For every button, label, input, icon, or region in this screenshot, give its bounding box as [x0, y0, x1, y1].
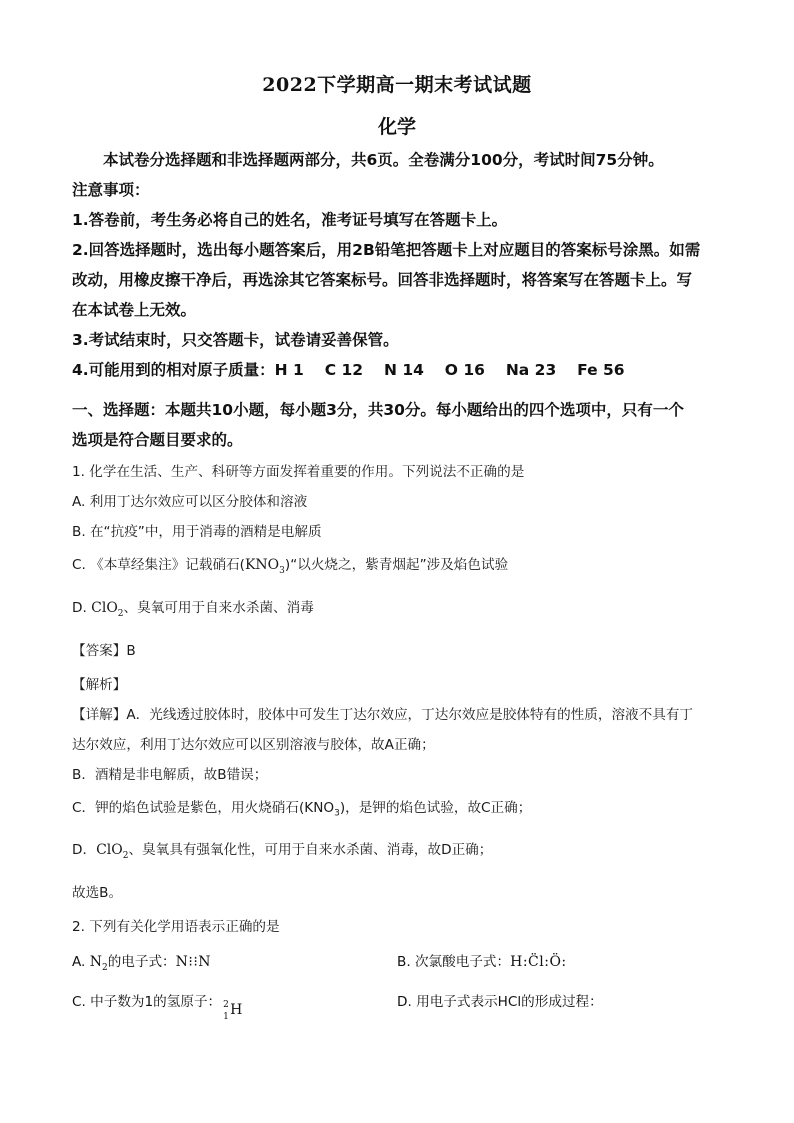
notes-heading: 注意事项： — [72, 181, 150, 199]
n2-formula: $N_2$ — [89, 954, 108, 973]
section-line-1: 一、选择题：本题共10小题，每小题3分，共30分。每小题给出的四个选项中，只有一个 — [72, 401, 684, 419]
kno3-formula: $KNO_3$ — [244, 557, 285, 576]
q1-option-c-pre: C. 《本草经集注》记载硝石( — [72, 557, 245, 573]
section-heading — [72, 395, 728, 455]
q1-answer — [72, 633, 728, 670]
q1-stem: 1. 化学在生活、生产、科研等方面发挥着重要的作用。下列说法不正确的是 — [72, 464, 525, 480]
q1-option-c — [72, 547, 728, 590]
questions-area — [72, 457, 728, 1022]
hydrogen-nuclide: 2 1 H — [223, 1000, 243, 1023]
q2-option-b: B. 次氯酸电子式：H:C̈l:Ö: — [397, 954, 567, 971]
q2-options-row-2 — [72, 982, 728, 1022]
detail-tag: 【详解】 — [72, 706, 127, 723]
note-item-1: 1.答卷前，考生务必将自己的姓名，准考证号填写在答题卡上。 — [72, 211, 508, 229]
q2-stem: 2. 下列有关化学用语表示正确的是 — [72, 919, 280, 936]
note-item-2-line-3: 在本试卷上无效。 — [72, 301, 197, 319]
n2-electron-formula: N⁝⁝N — [175, 954, 212, 971]
conclusion: 故选B。 — [72, 885, 123, 902]
detail-a-line-1: 【详解】A．光线透过胶体时，胶体中可发生丁达尔效应，丁达尔效应是胶体特有的性质，溶液不具有丁 — [72, 706, 694, 723]
clo2-formula-detail: ClO$_2$ — [96, 842, 129, 862]
answer-tag: 【答案】 — [72, 642, 127, 659]
instructions-block — [72, 145, 728, 385]
analysis-tag: 【解析】 — [72, 676, 127, 693]
note-item-2-line-2: 改动，用橡皮擦干净后，再选涂其它答案标号。回答非选择题时，将答案写在答题卡上。写 — [72, 271, 693, 289]
q2-option-a: A. $N_2$的电子式：N⁝⁝N — [72, 954, 212, 973]
intro-line: 本试卷分选择题和非选择题两部分，共6页。全卷满分100分，考试时间75分钟。 — [103, 151, 664, 169]
q2-option-c: C. 中子数为1的氢原子： 2 1 H — [72, 982, 243, 1022]
answer-value: B — [126, 642, 136, 659]
note-item-3: 3.考试结束时，只交答题卡，试卷请妥善保管。 — [72, 331, 399, 349]
detail-d: D．ClO$_2$、臭氧具有强氧化性，可用于自来水杀菌、消毒，故D正确； — [72, 842, 493, 862]
note-item-4: 4.可能用到的相对原子质量：H 1 C 12 N 14 O 16 Na 23 Fe 56 — [72, 361, 625, 379]
q2-options-row-1 — [72, 942, 728, 982]
q1-option-a: A. 利用丁达尔效应可以区分胶体和溶液 — [72, 494, 308, 510]
detail-a-line-2: 达尔效应，利用丁达尔效应可以区别溶液与胶体，故A正确； — [72, 736, 435, 753]
subject-title: 化学 — [377, 116, 416, 138]
note-item-2-line-1: 2.回答选择题时，选出每小题答案后，用2B铅笔把答题卡上对应题目的答案标号涂黑。如需 — [72, 241, 701, 259]
q2-option-d: D. 用电子式表示HCl的形成过程： — [397, 994, 603, 1011]
section-line-2: 选项是符合题目要求的。 — [72, 431, 243, 449]
clo2-formula: ClO$_2$ — [91, 599, 124, 619]
q1-option-d: D. ClO$_2$、臭氧可用于自来水杀菌、消毒 — [72, 599, 314, 619]
detail-b: B．酒精是非电解质，故B错误； — [72, 766, 268, 783]
q1-option-c-post: )“以火烧之，紫青烟起”涉及焰色试验 — [284, 557, 509, 573]
hclo-electron-formula: H:C̈l:Ö: — [510, 954, 567, 971]
detail-c: C．钾的焰色试验是紫色，用火烧硝石$(KNO_3)$，是钾的焰色试验，故C正确； — [72, 799, 532, 819]
q1-option-b: B. 在“抗疫”中，用于消毒的酒精是电解质 — [72, 524, 322, 540]
exam-title: 2022下学期高一期末考试试题 — [262, 74, 532, 96]
